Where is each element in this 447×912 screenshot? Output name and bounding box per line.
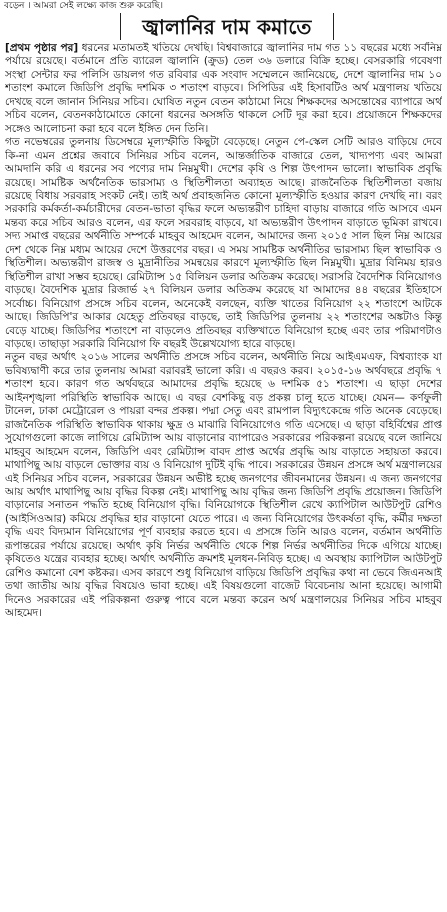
headline-area — [0, 10, 447, 44]
paragraph-3: নতুন বছর অর্থাৎ ২০১৬ সালের অর্থনীতি প্রসঙ্গে সচিব বলেন, অর্থনীতি নিয়ে আইএমএফ, বিশ্বব্যাংক যা ভবিষ্যদ্বাণী করে তার তুলনায় আমরা বরাবরই ভালো করি। এ বছরও করব। ২০১৫-১৬ অর্থবছরে প্রবৃদ্ধি ৭ শতাংশ হবে। কারণ গত অর্থবছরে আমাদের প্রবৃদ্ধি হয়েছে ৬ দশমিক ৫১ শতাংশ। এ ছাড়া দেশের আইনশৃঙ্খলা পরিস্থিতি স্বাভাবিক আছে। এ বছর বেশকিছু বড় প্রকল্প চালু হতে যাচ্ছে। যেমন— কর্ণফুলী টানেল, ঢাকা মেট্রোরেল ও পায়রা বন্দর প্রকল্প। পদ্মা সেতু এবং রামপাল বিদ্যুৎকেন্দ্রে গতি অনেক বেড়েছে। রাজনৈতিক পরিস্থিতি স্বাভাবিক থাকায় ক্ষুদ্র ও মাঝারি বিনিয়োগেও গতি এসেছে। এ ছাড়া বহির্বিশ্বের প্রাপ্ত সুযোগগুলো কাজে লাগিয়ে রেমিট্যান্স আয় বাড়ানোর ব্যাপারেও সরকারের পরিকল্পনা রয়েছে বলে জানিয়ে মাহবুব আহমেদ বলেন, জিডিপি এবং রেমিট্যান্স বাবদ প্রাপ্ত অর্থের প্রবৃদ্ধি আয় বাড়াতে সহায়তা করবে। মাথাপিছু আয় বাড়লে ভোক্তার ব্যয় ও বিনিয়োগ দুটিই বৃদ্ধি পাবে। সরকারের উন্নয়ন প্রসঙ্গে অর্থ মন্ত্রণালয়ের এই সিনিয়র সচিব বলেন, সরকারের উন্নয়ন অভীষ্ট হচ্ছে জনগণের জীবনমানের উন্নয়ন। এ জন্য জনগণের আয় অর্থাৎ মাথাপিছু আয় বৃদ্ধির বিকল্প নেই। মাথাপিছু আয় বৃদ্ধির জন্য জিডিপি প্রবৃদ্ধি প্রয়োজন। জিডিপি বাড়ানোর সনাতন পদ্ধতি হচ্ছে বিনিয়োগ বৃদ্ধি। বিনিয়োগকে স্থিতিশীল রেখে ক্যাপিটাল আউটপুট রেশিও (আইসিওআর) কমিয়ে প্রবৃদ্ধির হার বাড়ানো যেতে পারে। এ জন্য বিনিয়োগের উৎকর্ষতা বৃদ্ধি, কর্মীর দক্ষতা বৃদ্ধি এবং বিদ্যমান বিনিয়োগের পূর্ণ ব্যবহার করতে হবে। এ প্রসঙ্গে তিনি আরও বলেন, বর্তমান অর্থনীতি রূপান্তরের পর্যায়ে রয়েছে। অর্থাৎ কৃষি নির্ভর অর্থনীতি থেকে শিল্প নির্ভর অর্থনীতির দিকে এগিয়ে যাচ্ছে। কৃষিতেও যন্ত্রের ব্যবহার হচ্ছে। অর্থাৎ অর্থনীতি ক্রমশই মূলধন-নিবিড় হচ্ছে। এ অবস্থায় ক্যাপিটাল আউটপুট রেশিও কমানো বেশ কষ্টকর। এসব কারণে শুধু বিনিয়োগ বাড়িয়ে জিডিপি প্রবৃদ্ধির কথা না ভেবে জিএনআই তথা জাতীয় আয় বৃদ্ধির বিষয়েও ভাবা হচ্ছে। এই বিষয়গুলো বাজেট বিবেচনায় আনা হয়েছে। আগামী দিনেও সরকারের এই পরিকল্পনা গুরুত্ব পাবে বলে মন্তব্য করেন অর্থ মন্ত্রণালয়ের সিনিয়র সচিব মাহবুব আহমেদ। — [5, 351, 442, 620]
article-body — [5, 42, 442, 906]
previous-article-tail: বড়েন । আমরা সেই লক্ষ্যে কাজ শুরু করেছি। — [4, 1, 163, 11]
headline-box — [120, 13, 334, 40]
paragraph-2: গত নভেম্বরের তুলনায় ডিসেম্বরে মূল্যস্ফীতি কিছুটা বেড়েছে। নেতুন পে-স্কেল সেটি আরও বাড়িয়ে দেবে কি-না এমন প্রশ্নের জবাবে সিনিয়র সচিব বলেন, আন্তর্জাতিক বাজারে তেল, খাদ্যপণ্য এবং আমরা আমদানি করি এ ধরনের সব পণ্যের দাম নিম্নমুখী। দেশের কৃষি ও শিল্প উৎপাদন ভালো। স্বাভাবিক প্রবৃদ্ধি রয়েছে। সামষ্টিক অর্থনৈতিক ভারসাম্য ও স্থিতিশীলতা অব্যাহত আছে। রাজনৈতিক স্থিতিশীলতা বজায় রয়েছে বিধায় সরবরাহ সংকট নেই। তাই অর্থ প্রবাহজনিত কোনো মূল্যস্ফীতি হওয়ার কারণ দেখছি না। বরং সরকারি কর্মকর্তা-কর্মচারীদের বেতন-ভাতা বৃদ্ধির ফলে অভ্যন্তরীণ চাহিদা বাড়ায় বাজারে গতি আসবে এমন মন্তব্য করে সচিব আরও বলেন, এর ফলে সরবরাহ বাড়বে, যা অভ্যন্তরীণ উৎপাদন বাড়াতে ভূমিকা রাখবে। সদ্য সমাপ্ত বছরের অর্থনীতি সম্পর্কে মাহবুব আহমেদ বলেন, আমাদের জন্য ২০১৫ সাল ছিল নিম্ন আয়ের দেশ থেকে নিম্ন মধ্যম আয়ের দেশে উত্তরণের বছর। এ সময় সামষ্টিক অর্থনীতির ভারসাম্য ছিল স্বাভাবিক ও স্থিতিশীল। অভ্যন্তরীণ রাজস্ব ও মুদ্রানীতির সমন্বয়ের কারণে মূল্যস্ফীতি ছিল নিম্নমুখী। মুদ্রার বিনিময় হারও স্থিতিশীল রাখা সম্ভব হয়েছে। রেমিট্যান্স ১৫ বিলিয়ন ডলার অতিক্রম করেছে। সরাসরি বৈদেশিক বিনিয়োগও বাড়ছে। বৈদেশিক মুদ্রার রিজার্ভ ২৭ বিলিয়ন ডলার অতিক্রম করেছে যা আমাদের ৪৪ বছরের ইতিহাসে সর্বোচ্চ। বিনিয়োগ প্রসঙ্গে সচিব বলেন, অনেকেই বলছেন, ব্যক্তি খাতের বিনিয়োগ ২২ শতাংশে আটকে আছে। জিডিপি'র আকার যেহেতু প্রতিবছর বাড়ছে, তাই জিডিপির তুলনায় ২২ শতাংশের অঙ্কটাও কিন্তু বেড়ে যাচ্ছে। জিডিপির শতাংশে না বাড়লেও প্রতিবছর ব্যক্তিখাতে বিনিয়োগ হচ্ছে এবং তার পরিমাণটাও বাড়ছে। তাছাড়া সরকারি বিনিয়োগ ফি বছরই উল্লেখযোগ্য হারে বাড়ছে। — [5, 136, 442, 350]
headline: জ্বালানির দাম কমাতে — [142, 14, 312, 39]
paragraph-1 — [5, 42, 442, 136]
continuation-tag: [প্রথম পৃষ্ঠার পর] — [5, 42, 79, 54]
paragraph-1-text: ধরনের মতামতই খতিয়ে দেখছি। বিশ্ববাজারে জ্বালানির দাম গত ১১ বছরের মধ্যে সর্বনিম্ন পর্যায়ে রয়েছে। বর্তমানে প্রতি ব্যারেল জ্বালানি (ক্রুড) তেল ৩৬ ডলারে বিক্রি হচ্ছে। বেসরকারি গবেষণা সংস্থা সেন্টার ফর পলিসি ডায়লগ গত রবিবার এক সংবাদ সম্মেলনে জানিয়েছে, দেশে জ্বালানির দাম ১০ শতাংশ কমালে জিডিপি প্রবৃদ্ধি দশমিক ৩ শতাংশ বাড়বে। সিপিডির এই হিসাবটিও অর্থ মন্ত্রণালয় খতিয়ে দেখছে বলে জানান সিনিয়র সচিব। ঘোষিত নতুন বেতন কাঠামো নিয়ে শিক্ষকদের অসন্তোষের ব্যাপারে অর্থ সচিব বলেন, বেতনকাঠামোতে কোনো ধরনের অসঙ্গতি থাকলে সেটি দূর করা হবে। প্রয়োজনে শিক্ষকদের সঙ্গেও আলোচনা করা হবে বলে ইঙ্গিত দেন তিনি। — [5, 42, 442, 135]
